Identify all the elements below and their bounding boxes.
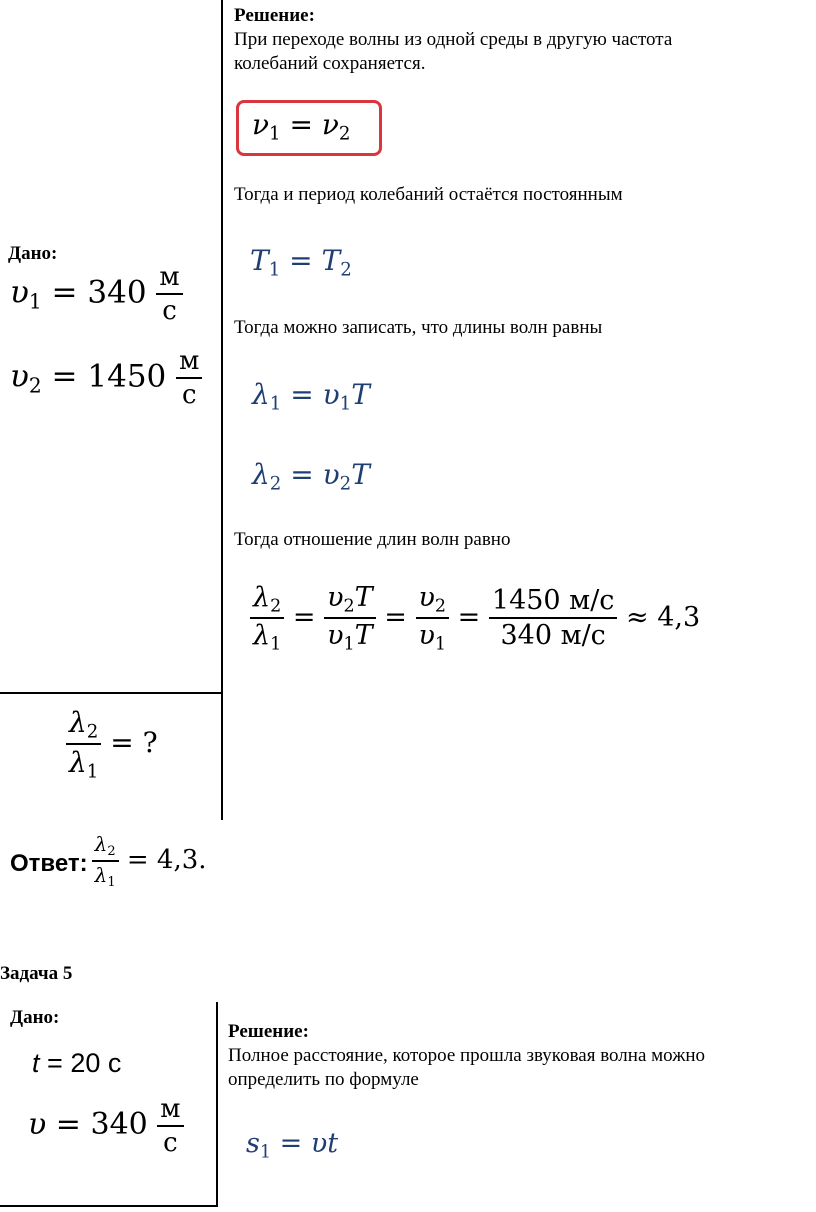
problem5-title: Задача 5 (0, 963, 73, 984)
solution-text: При переходе волны из одной среды в другую частота колебаний сохраняется. (234, 29, 673, 74)
p5-given-t: t = 20 с (32, 1048, 122, 1078)
find-ratio: $\frac{\lambda_2}{\lambda_1}$ = ? (66, 706, 158, 783)
given-v1: $\upsilon_1 = 340$ $\frac{м}{с}$ (10, 262, 183, 326)
text-ratio: Тогда отношение длин волн равно (234, 529, 511, 550)
formula-frequency: $\nu_1 = \nu_2$ (252, 108, 351, 145)
answer: Ответ: $\frac{\lambda_2}{\lambda_1}$ = 4,3. (10, 832, 207, 890)
formula-lambda2: $\lambda_2 = \upsilon_2T$ (252, 458, 370, 495)
text-period: Тогда и период колебаний остаётся постоянным (234, 184, 623, 205)
formula-lambda1: $\lambda_1 = \upsilon_1T$ (252, 378, 370, 415)
text-wavelength: Тогда можно записать, что длины волн равны (234, 317, 603, 338)
answer-label: Ответ: (10, 850, 88, 878)
p5-solution-title: Решение: (228, 1021, 309, 1042)
divider-horizontal (0, 692, 223, 694)
divider-vertical-p5 (216, 1002, 218, 1207)
divider-vertical-top (221, 0, 223, 820)
divider-horizontal-p5 (0, 1205, 218, 1207)
p5-formula: $s_1 = \upsilon t$ (246, 1128, 339, 1163)
formula-period: $T_1 = T_2$ (250, 244, 352, 281)
formula-ratio: $\frac{\lambda_2}{\lambda_1}$ = $\frac{\upsilon_2T}{\upsilon_1T}$ = $\frac{\upsilon_2}{\upsilon_1}$ = $\frac{1450 м/с}{340 м/с}$ ≈ 4,3 (250, 582, 700, 655)
given-v2: $\upsilon_2 = 1450$ $\frac{м}{с}$ (10, 346, 202, 410)
given-title: Дано: (8, 243, 58, 264)
p5-given-v: υ = 340 $\frac{м}{с}$ (28, 1094, 184, 1158)
solution-title: Решение: (234, 5, 315, 26)
p5-solution-text: Полное расстояние, которое прошла звуковая волна можно определить по формуле (228, 1045, 705, 1090)
p5-given-title: Дано: (10, 1007, 60, 1028)
